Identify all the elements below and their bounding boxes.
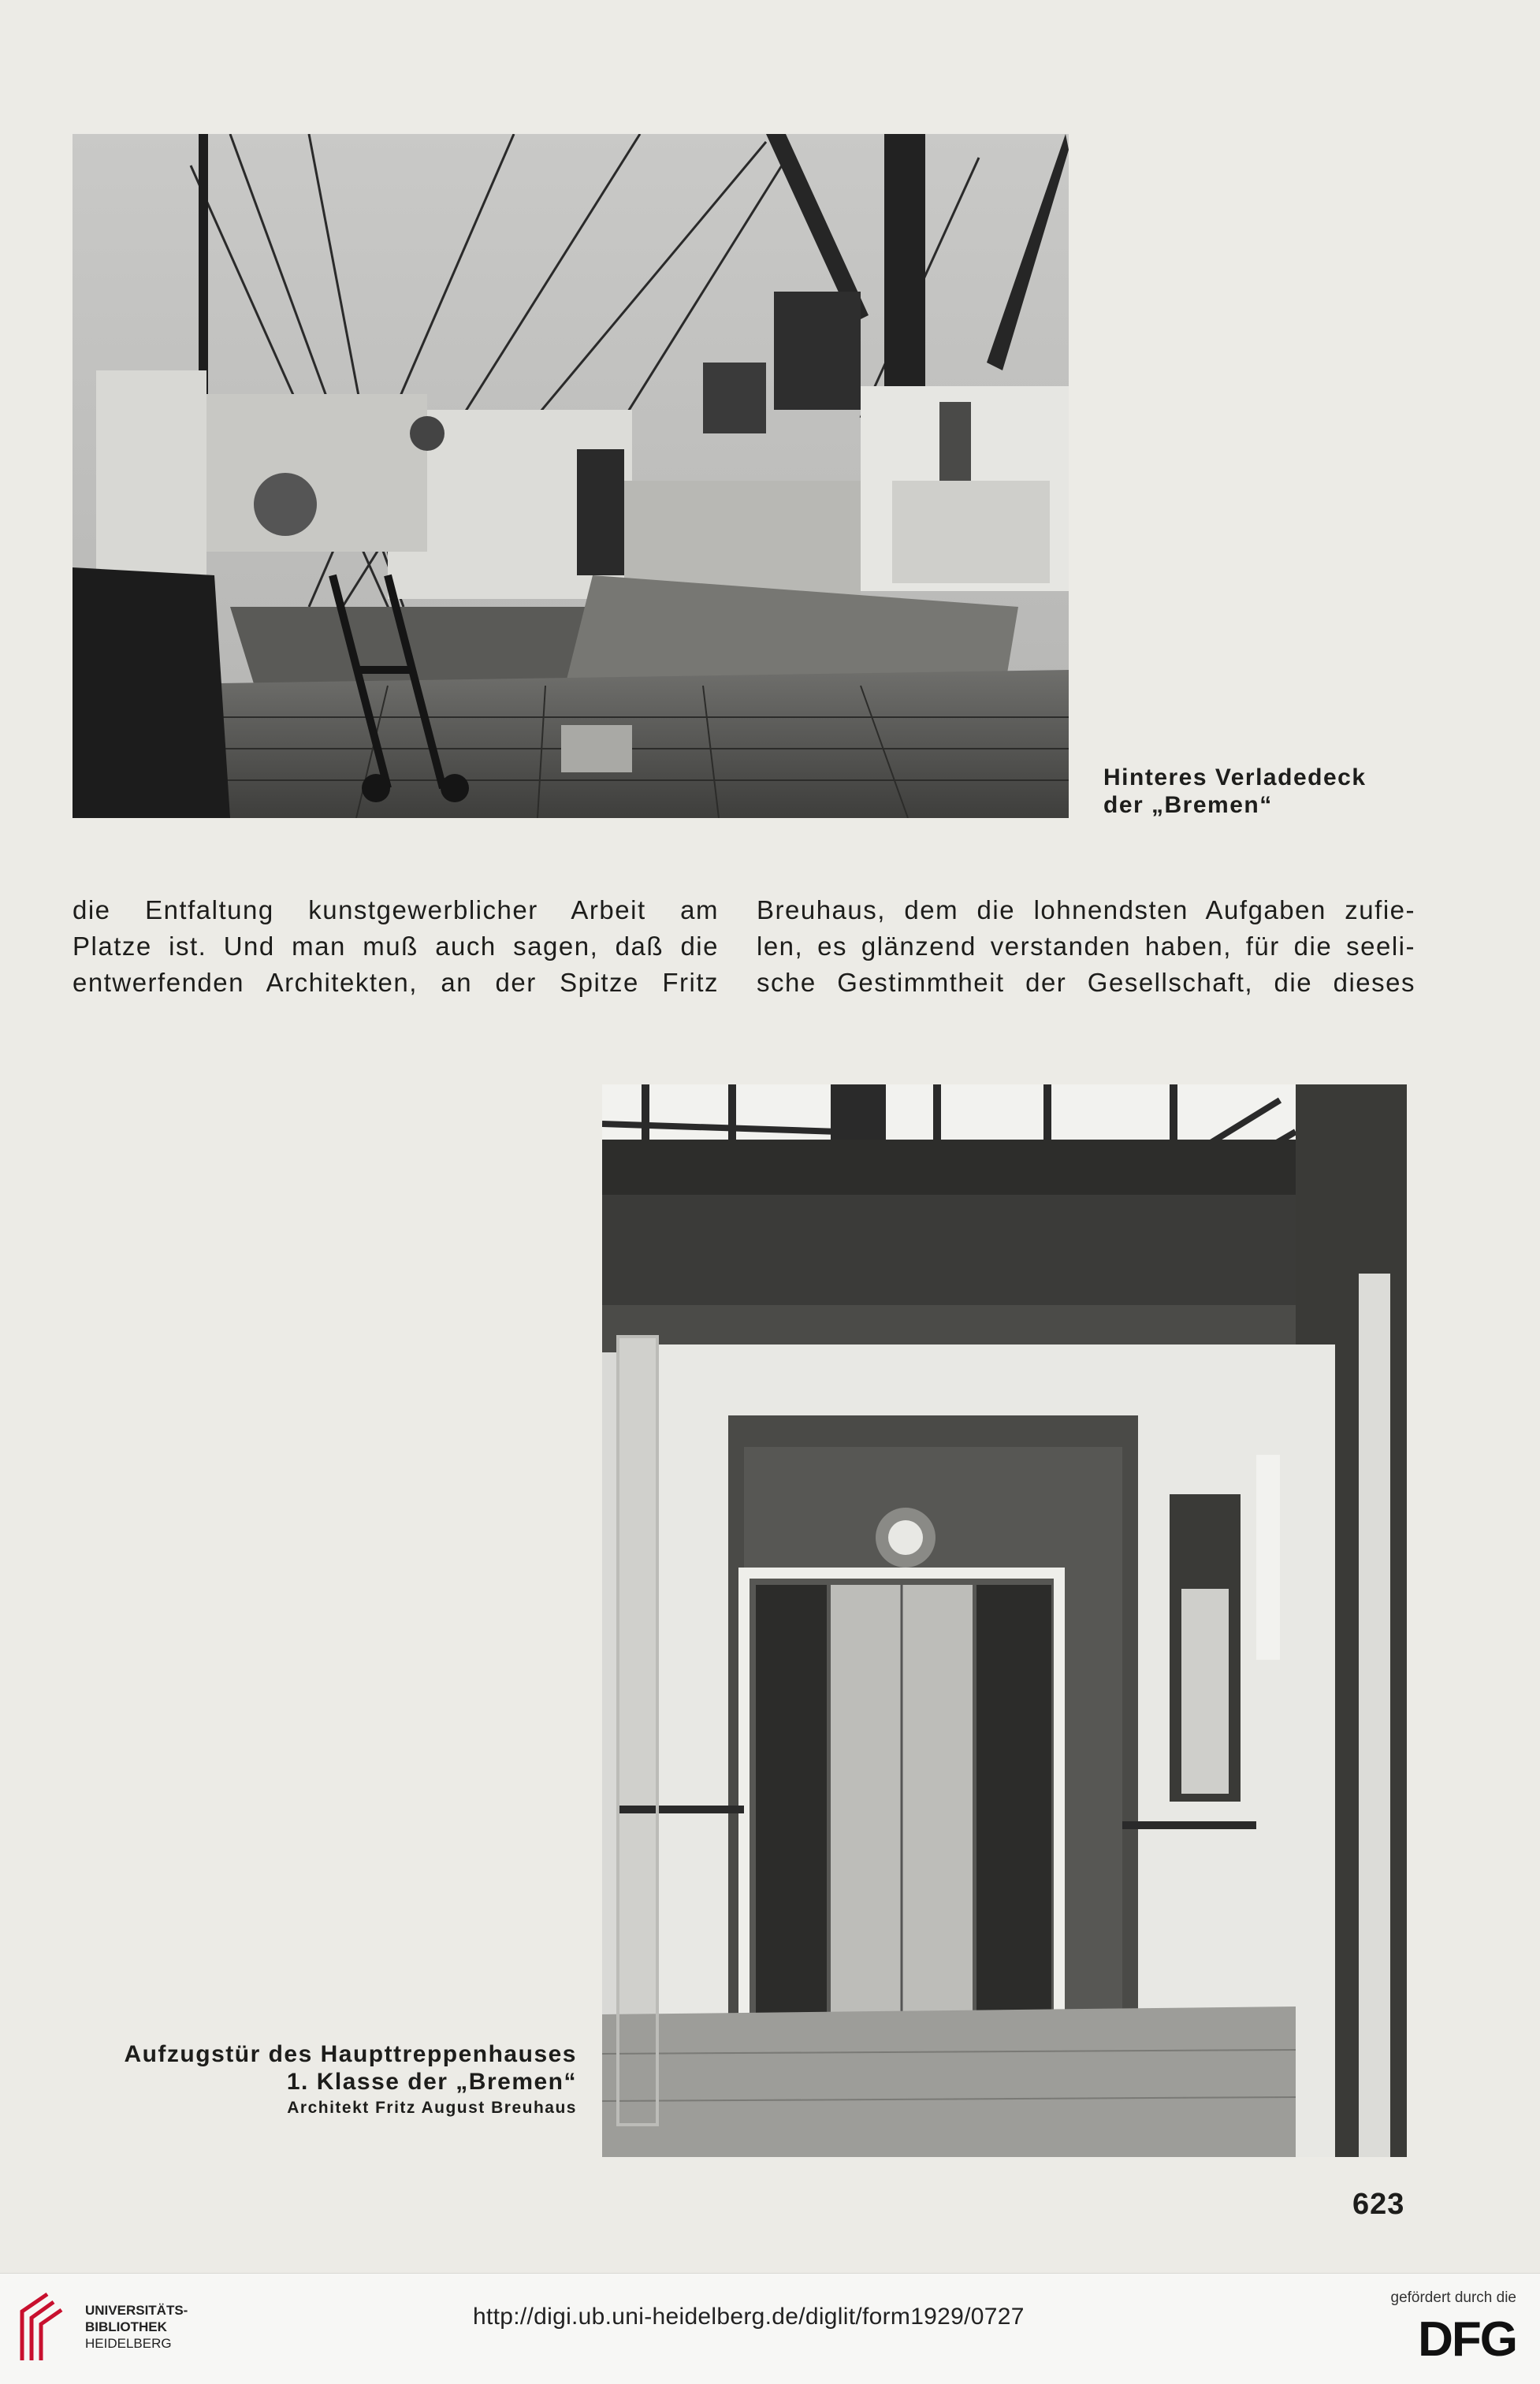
library-name-line: BIBLIOTHEK [85, 2319, 167, 2334]
funding-note: gefördert durch die [1390, 2289, 1516, 2306]
page-number: 623 [1352, 2188, 1405, 2221]
text-line: len, es glänzend verstanden haben, für die seeli- [757, 932, 1415, 961]
caption-credit: Architekt Fritz August Breuhaus [287, 2099, 577, 2117]
text-line: die Entfaltung kunstgewerblicher Arbeit am [73, 895, 719, 924]
caption-line: Aufzugstür des Haupttreppenhauses [124, 2041, 577, 2067]
university-library-logo-icon [16, 2288, 74, 2367]
text-column-left [73, 892, 719, 1001]
text-line: Breuhaus, dem die lohnendsten Aufgaben zufie- [757, 895, 1415, 924]
ship-deck-photo [73, 134, 1069, 818]
library-name [85, 2302, 188, 2352]
text-line: sche Gestimmtheit der Gesellschaft, die dieses [757, 968, 1415, 997]
permalink-url[interactable]: http://digi.ub.uni-heidelberg.de/diglit/form1929/0727 [473, 2304, 1025, 2330]
library-name-line: HEIDELBERG [85, 2336, 172, 2351]
figure-caption-1 [1103, 764, 1367, 819]
caption-line: der „Bremen“ [1103, 791, 1273, 818]
caption-line: Hinteres Verladedeck [1103, 764, 1367, 790]
caption-line: 1. Klasse der „Bremen“ [286, 2068, 577, 2095]
library-name-line: UNIVERSITÄTS- [85, 2303, 188, 2318]
text-column-right [757, 892, 1415, 1001]
text-line: Platze ist. Und man muß auch sagen, daß die [73, 932, 719, 961]
digitization-footer [0, 2273, 1540, 2384]
elevator-door-photo [602, 1084, 1407, 2157]
dfg-logo: DFG [1418, 2312, 1516, 2367]
figure-caption-2 [124, 2041, 577, 2118]
text-line: entwerfenden Architekten, an der Spitze Fritz [73, 968, 719, 997]
